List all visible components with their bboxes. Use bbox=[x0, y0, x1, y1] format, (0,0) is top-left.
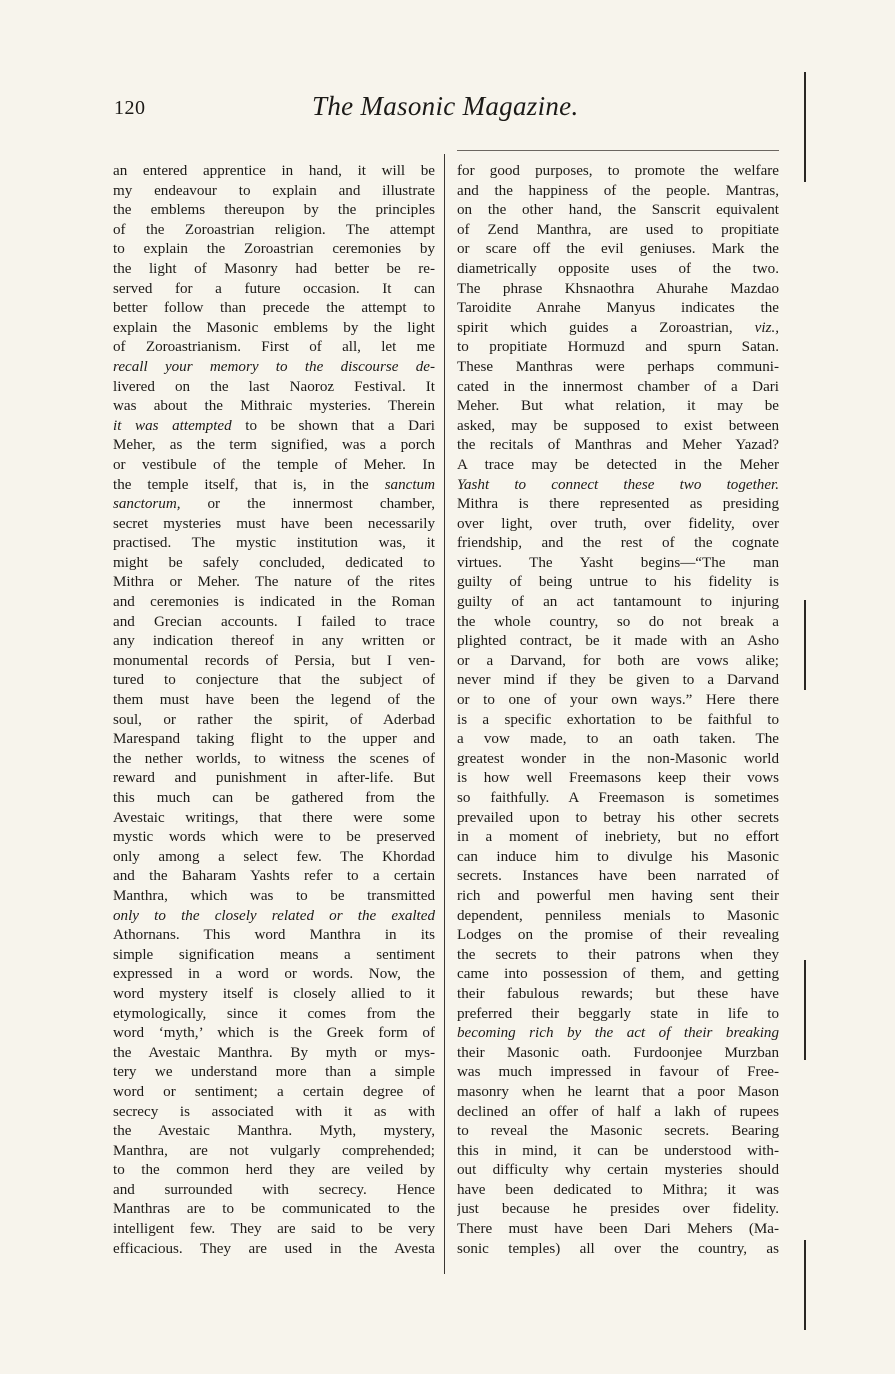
text-line: came into possession of them, and getting bbox=[457, 966, 779, 983]
text-line: Manthra, which was to be transmitted bbox=[113, 887, 435, 904]
text-line: to the common herd they are veiled by bbox=[113, 1162, 435, 1179]
text-line: Taroidite Anrahe Manyus indicates the bbox=[457, 300, 779, 317]
text-line: of Zoroastrianism. First of all, let me bbox=[113, 339, 435, 356]
text-line: Lodges on the promise of their revealing bbox=[457, 927, 779, 944]
text-line: so faithfully. A Freemason is sometimes bbox=[457, 790, 779, 806]
text-line: and Grecian accounts. I failed to trace bbox=[113, 613, 435, 630]
text-line: Athornans. This word Manthra in its bbox=[113, 927, 435, 944]
text-line: just because he presides over fidelity. bbox=[457, 1201, 779, 1218]
text-line: virtues. The Yasht begins—“The man bbox=[457, 554, 779, 571]
text-line: guilty of being untrue to his fidelity is bbox=[457, 574, 779, 591]
text-line: an entered apprentice in hand, it will be bbox=[113, 163, 435, 179]
text-line: was much impressed in favour of Free- bbox=[457, 1064, 779, 1081]
page-edge-mark bbox=[804, 72, 806, 182]
text-line: only among a select few. The Khordad bbox=[113, 848, 435, 865]
left-text-column bbox=[113, 162, 435, 1259]
page-edge-mark bbox=[804, 600, 806, 690]
text-line: guilty of an act tantamount to injuring bbox=[457, 594, 779, 611]
text-line: and ceremonies is indicated in the Roman bbox=[113, 594, 435, 611]
text-line: Avestaic writings, that there were some bbox=[113, 809, 435, 826]
text-line: a vow made, to an oath taken. The bbox=[457, 731, 779, 748]
text-line: reward and punishment in after-life. But bbox=[113, 770, 435, 787]
text-line: or scare off the evil geniuses. Mark the bbox=[457, 241, 779, 258]
text-line: my endeavour to explain and illustrate bbox=[113, 182, 435, 199]
text-line: word ‘myth,’ which is the Greek form of bbox=[113, 1025, 435, 1042]
text-line: is how well Freemasons keep their vows bbox=[457, 770, 779, 787]
text-line: Mithra is there represented as presiding bbox=[457, 496, 779, 513]
text-line: expressed in a word or words. Now, the bbox=[113, 966, 435, 983]
text-line: Yasht to connect these two together. bbox=[457, 476, 779, 493]
text-line: to propitiate Hormuzd and spurn Satan. bbox=[457, 339, 779, 356]
text-line: dependent, penniless menials to Masonic bbox=[457, 907, 779, 924]
text-line: in a moment of inebriety, but no effort bbox=[457, 829, 779, 846]
text-line: the secrets to their patrons when they bbox=[457, 946, 779, 963]
text-line: to reveal the Masonic secrets. Bearing bbox=[457, 1123, 779, 1140]
text-line: over light, over truth, over fidelity, over bbox=[457, 515, 779, 532]
text-line: served for a future occasion. It can bbox=[113, 280, 435, 297]
text-line: Meher, as the term signified, was a porch bbox=[113, 437, 435, 454]
text-line: There must have been Dari Mehers (Ma- bbox=[457, 1221, 779, 1238]
text-line: diametrically opposite uses of the two. bbox=[457, 260, 779, 277]
text-line: etymologically, since it comes from the bbox=[113, 1005, 435, 1022]
text-line: spirit which guides a Zoroastrian, viz., bbox=[457, 319, 779, 336]
text-line: and the Baharam Yashts refer to a certain bbox=[113, 868, 435, 885]
right-text-column bbox=[457, 162, 779, 1259]
text-line: it was attempted to be shown that a Dari bbox=[113, 417, 435, 434]
text-line: the temple itself, that is, in the sanctum bbox=[113, 476, 435, 493]
text-line: the light of Masonry had better be re- bbox=[113, 260, 435, 277]
text-line: Meher. But what relation, it may be bbox=[457, 398, 779, 415]
text-line: any indication thereof in any written or bbox=[113, 633, 435, 650]
text-line: or a Darvand, for both are vows alike; bbox=[457, 652, 779, 669]
text-line: or to one of your own ways.” Here there bbox=[457, 692, 779, 709]
text-line: masonry when he learnt that a poor Mason bbox=[457, 1083, 779, 1100]
text-line: this in mind, it can be understood with- bbox=[457, 1142, 779, 1159]
text-line: plighted contract, be it made with an Asho bbox=[457, 633, 779, 650]
text-line: Manthra, are not vulgarly comprehended; bbox=[113, 1142, 435, 1159]
text-line: preferred their beggarly state in life to bbox=[457, 1005, 779, 1022]
text-line: Mithra or Meher. The nature of the rites bbox=[113, 574, 435, 591]
text-line: the recitals of Manthras and Meher Yazad? bbox=[457, 437, 779, 454]
text-line: word or sentiment; a certain degree of bbox=[113, 1083, 435, 1100]
text-line: becoming rich by the act of their breaking bbox=[457, 1025, 779, 1042]
text-line: the Avestaic Manthra. Myth, mystery, bbox=[113, 1123, 435, 1140]
text-line: only to the closely related or the exalted bbox=[113, 907, 435, 924]
text-line: A trace may be detected in the Meher bbox=[457, 456, 779, 473]
text-line: livered on the last Naoroz Festival. It bbox=[113, 378, 435, 395]
text-line: of the Zoroastrian religion. The attempt bbox=[113, 221, 435, 238]
text-line: better follow than precede the attempt to bbox=[113, 300, 435, 317]
text-line: or vestibule of the temple of Meher. In bbox=[113, 456, 435, 473]
text-line: this much can be gathered from the bbox=[113, 790, 435, 806]
text-line: friendship, and the rest of the cognate bbox=[457, 535, 779, 552]
text-line: for good purposes, to promote the welfare bbox=[457, 163, 779, 179]
text-line: greatest wonder in the non-Masonic world bbox=[457, 750, 779, 767]
text-line: the Avestaic Manthra. By myth or mys- bbox=[113, 1044, 435, 1061]
text-line: their fabulous rewards; but these have bbox=[457, 985, 779, 1002]
text-line: simple signification means a sentiment bbox=[113, 946, 435, 963]
column-divider bbox=[444, 154, 445, 1274]
text-line: rich and powerful men having sent their bbox=[457, 887, 779, 904]
text-line: and the happiness of the people. Mantras, bbox=[457, 182, 779, 199]
text-line: the emblems thereupon by the principles bbox=[113, 202, 435, 219]
page-number: 120 bbox=[114, 97, 146, 119]
text-line: asked, may be supposed to exist between bbox=[457, 417, 779, 434]
text-line: word mystery itself is closely allied to it bbox=[113, 985, 435, 1002]
text-line: secrecy is associated with it as with bbox=[113, 1103, 435, 1120]
text-line: to explain the Zoroastrian ceremonies by bbox=[113, 241, 435, 258]
text-line: them must have been the legend of the bbox=[113, 692, 435, 709]
text-line: The phrase Khsnaothra Ahurahe Mazdao bbox=[457, 280, 779, 297]
page-edge-mark bbox=[804, 1240, 806, 1330]
text-line: efficacious. They are used in the Avesta bbox=[113, 1240, 435, 1257]
text-line: tery we understand more than a simple bbox=[113, 1064, 435, 1081]
text-line: might be safely concluded, dedicated to bbox=[113, 554, 435, 571]
text-line: the whole country, so do not break a bbox=[457, 613, 779, 630]
text-line: secrets. Instances have been narrated of bbox=[457, 868, 779, 885]
text-line: practised. The mystic institution was, it bbox=[113, 535, 435, 552]
text-line: monumental records of Persia, but I ven- bbox=[113, 652, 435, 669]
text-line: sanctorum, or the innermost chamber, bbox=[113, 496, 435, 513]
text-line: declined an offer of half a lakh of rupees bbox=[457, 1103, 779, 1120]
text-line: explain the Masonic emblems by the light bbox=[113, 319, 435, 336]
text-line: recall your memory to the discourse de- bbox=[113, 358, 435, 375]
running-title: The Masonic Magazine. bbox=[312, 91, 579, 121]
page-edge-mark bbox=[804, 960, 806, 1060]
text-line: on the other hand, the Sanscrit equivalent bbox=[457, 202, 779, 219]
text-line: sonic temples) all over the country, as bbox=[457, 1240, 779, 1257]
text-line: These Manthras were perhaps communi- bbox=[457, 358, 779, 375]
text-line: never mind if they be given to a Darvand bbox=[457, 672, 779, 689]
text-line: can induce him to divulge his Masonic bbox=[457, 848, 779, 865]
text-line: the nether worlds, to witness the scenes of bbox=[113, 750, 435, 767]
text-line: and surrounded with secrecy. Hence bbox=[113, 1181, 435, 1198]
text-line: was about the Mithraic mysteries. Therein bbox=[113, 398, 435, 415]
header-rule bbox=[457, 150, 779, 151]
text-line: Manthras are to be communicated to the bbox=[113, 1201, 435, 1218]
text-line: tured to conjecture that the subject of bbox=[113, 672, 435, 689]
text-line: cated in the innermost chamber of a Dari bbox=[457, 378, 779, 395]
text-line: out difficulty why certain mysteries should bbox=[457, 1162, 779, 1179]
text-line: prevailed upon to betray his other secrets bbox=[457, 809, 779, 826]
text-line: of Zend Manthra, are used to propitiate bbox=[457, 221, 779, 238]
text-line: have been dedicated to Mithra; it was bbox=[457, 1181, 779, 1198]
text-line: mystic words which were to be preserved bbox=[113, 829, 435, 846]
text-line: Marespand taking flight to the upper and bbox=[113, 731, 435, 748]
text-line: is a specific exhortation to be faithful to bbox=[457, 711, 779, 728]
text-line: soul, or rather the spirit, of Aderbad bbox=[113, 711, 435, 728]
text-line: their Masonic oath. Furdoonjee Murzban bbox=[457, 1044, 779, 1061]
text-line: secret mysteries must have been necessarily bbox=[113, 515, 435, 532]
text-line: intelligent few. They are said to be very bbox=[113, 1221, 435, 1238]
